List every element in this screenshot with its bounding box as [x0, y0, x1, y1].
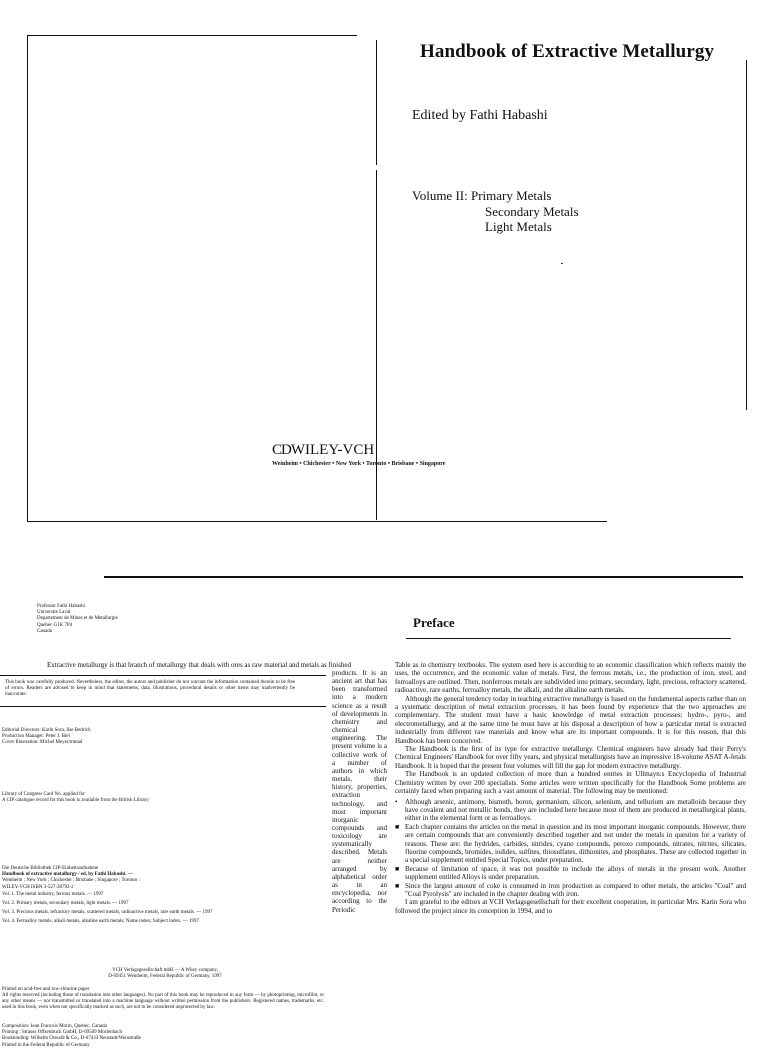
library-line: A CIP catalogue record for this book is available from the British Library: [2, 798, 149, 804]
preface-rule: [406, 638, 731, 639]
bullet-marker: ■: [395, 881, 400, 890]
cip-line: Vol. 1. The metal industry, ferrous metals. — 1997: [2, 891, 104, 897]
bullet-marker: ■: [395, 864, 400, 873]
preface-bullet-item: [395, 823, 746, 865]
publisher-logo-mark: CD: [272, 442, 291, 458]
bottom-page-top-rule: [104, 576, 743, 578]
editor-address: [37, 604, 237, 635]
cip-line: Vol. 3. Precious metals, refractory metals, scattered metals, radioactive metals, rare earth metals. — 1997: [2, 910, 213, 916]
preface-narrow-column: products. It is an ancient art that has been transformed into a modern science as a result of developments in chemistry and chemical engineering. The present volume is a collective work of a number of authors in which metals, their history, properties, extraction technology, and most important inorganic compounds and toxicology are systematically described. Metals are neither arranged by alphabetical order as in an encyclopedia, nor according to the Periodic: [332, 669, 387, 914]
cip-line: Vol. 4. Ferroalloy metals, alkali metals, alkaline earth metals; Name index; Subject index. — 1997: [2, 919, 199, 925]
cip-line: Weinheim ; New York ; Chichester ; Brisbane ; Singapore ; Toronto :: [2, 878, 140, 884]
paper-note: Printed on acid-free and low-chlorine paper: [2, 987, 90, 992]
right-frame-line: [746, 60, 747, 410]
preface-paragraph: Although the general tendency today in teaching extractive metallurgy is based on the fundamental aspects rather than on a systematic description of metal extraction processes, it has been found by experience that the two approaches are complementary. The student must have a basic knowledge of metal extraction processes: hydro-, pyro-, and electrometallurgy, and at the same time he must have at his disposal a description of how a particular metal is extracted industrially from different raw materials and know what are its important compounds. It is for this reason, that this Handbook has been conceived.: [395, 694, 746, 745]
address-line: Professor Fathi Habashi: [37, 604, 86, 609]
book-title: Handbook of Extractive Metallurgy: [420, 41, 715, 62]
preface-bullet-item: [395, 882, 746, 899]
title-page-bottom-rule: [27, 521, 607, 522]
preface-right-column: [395, 661, 746, 915]
production-credits-visible: [2, 1024, 302, 1049]
production-line: Composition: Jean Francois Morin, Quebec, Canada: [2, 1024, 107, 1029]
disclaimer-rule-top: [0, 675, 326, 676]
bullet-text: Each chapter contains the articles on the metal in question and its most important inorganic compounds. However, there are certain compounds that are conveniently described together and not under the metals in question for a variety of reasons. These are: the hydrides, carbides, nitrides, cyano compounds, peroxo compounds, nitrates, nitrites, silicates, fluorine compounds, bromides, iodides, sulfites, thiosulfates, dithionites, and phosphates. These are collected together in a special supplement entitled Special Topics, under preparation.: [405, 822, 746, 865]
book-editor: Edited by Fathi Habashi: [412, 108, 548, 123]
address-line: Canada: [37, 628, 52, 634]
cip-line: Die Deutsche Bibliothek CIP-Einheitsaufnahme: [2, 866, 99, 871]
production-line: Bookbinding: Wilhelm Oswald & Co., D-67433 Neustadt/Weinstraße: [2, 1036, 142, 1042]
preface-bullet-item: [395, 865, 746, 882]
disclaimer-rule-bottom: [0, 706, 326, 707]
preface-bullet-item: [395, 798, 746, 823]
preface-closing: I am grateful to the editors at VCH Verlagsgesellschaft for their excellent cooperation, in particular Mrs. Karin Sora who followed the project since its conception in 1994, and to: [395, 898, 746, 915]
volume-subtitle-secondary: Secondary Metals: [485, 204, 579, 219]
volume-subtitle-light: Light Metals: [485, 219, 552, 234]
disclaimer-text: This book was carefully produced. Nevertheless, the editor, the autors and publisher do not warrant the information contained therein to be free of errors. Readers are advised to keep in mind that statements, data, illustrations, procedural details or other items may inadvertently be inaccurate.: [5, 680, 295, 698]
bullet-text: Because of limitation of space, it was not possible to include the alloys of metals in the present work. Another supplement entitled Alloys is under preparation.: [405, 864, 746, 882]
preface-paragraph: Table as in chemistry textbooks. The system used here is according to an economic classification which reflects mainly the uses, the occurrence, and the economic value of metals. First, the ferrous metals, i.e., the production of iron, steel, and ferroalloys are outlined. Then, nonferrous metals are subdivided into primary, secondary, light, precious, refractory scattered, radioactive, rare earths, ferroalloy metals, the alkali, and the alkaline earth metals.: [395, 661, 746, 695]
cip-line: WILEY-VCH ISBN 3-527-28792-2: [2, 884, 74, 890]
production-line: Printed in the Federal Republic of Germany: [2, 1042, 90, 1048]
cip-record: [2, 866, 328, 926]
library-line: Library of Congress Card No. applied for: [2, 792, 85, 797]
bullet-marker: •: [395, 797, 398, 806]
preface-paragraph: The Handbook is an updated collection of more than a hundred entries in Ullmayn:s Encyclopedia of Industrial Chemistry written by over 200 specialists. Some articles were written specifically for the Handbook Some problems are certainly faced when preparing such a vast amount of material. The following may be mentioned:: [395, 770, 746, 796]
bullet-text: Although arsenic, antimony, bismuth, boron, germanium, silicon, selenium, and tellurium are metalloids because they have covalent and not metallic bonds, they are included here because most of them are produced in metallurgical plants, either in the elemental form or as ferroalloys.: [405, 797, 746, 823]
rights-notice: All rights reserved (including those of translation into other languages). No part of this book may be reproduced in any form — by photoprinting, microfilm, or any other means — nor transmitted or translated into a machine language without written permission from the publishers. Registered names, trademarks, etc. used in this book, even when not specifically marked as such, are not to be considered unprotected by law.: [2, 993, 324, 1011]
copyright-notice: [60, 968, 270, 980]
preface-heading: Preface: [413, 615, 455, 630]
staff-line: Cover Illustration: Michel Meyer/mmad: [2, 740, 83, 746]
address-line: Universite Laval: [37, 610, 71, 616]
left-frame-line: [27, 36, 28, 522]
gutter-line-top: [376, 40, 377, 165]
top-rule: [27, 35, 357, 36]
gutter-line-bottom: [376, 170, 377, 520]
cip-line: Vol. 2. Primary metals, secondary metals, light metals. — 1997: [2, 901, 129, 907]
copyright-line: D-69451 Weinheim, Federal Republic of Germany, 1997: [108, 974, 222, 980]
volume-title: Volume II: Primary Metals: [412, 188, 552, 203]
publisher-cities: Weinheim • Chichester • New York • Toronto • Brisbane • Singapore: [272, 461, 446, 467]
production-line: Printing : Strauss Offsetdruck GmbH, D-69509 Morlenbach: [2, 1030, 123, 1036]
publisher-logo-text: WILEY-VCH: [290, 442, 375, 458]
library-notes: [2, 792, 262, 804]
address-line: Departement de Mines et de Metallurgie: [37, 616, 118, 622]
staff-line: Editorial Directors: Karin Sora, Ilse Bedrich: [2, 728, 91, 733]
editorial-staff: [2, 728, 202, 747]
cip-line: Handbook of extractive metallurgy / ed. by Fathi Habashi. —: [2, 872, 133, 878]
publisher-logo: [272, 442, 374, 459]
bullet-marker: ■: [395, 822, 400, 831]
staff-line: Production Manager: Peter J. Biel: [2, 734, 70, 740]
copyright-line: VCH Verlagsgesellschaft mbH — A Wiley company,: [112, 968, 218, 973]
bullet-text: Since the largest amount of coke is consumed in iron production as compared to other metals, the articles "Coal" and "Coal Pyrolysis" are included in the chapter dealing with iron.: [405, 881, 746, 898]
preface-paragraph: The Handbook is the first of its type for extractive metallurgy. Chemical engineers have already had their Perry's Chemical Engineers' Handbook for over fifty years, and physical metallurgists have an impressive 18-volume ASAT A-fetals Handbook. It is hoped that the present four volumes will fill the gap for modern extractive metallurgy.: [395, 745, 746, 770]
preface-opening-line: Extractive metallurgy is that branch of metallurgy that deals with ores as raw material and metals as finished: [47, 661, 351, 669]
stray-mark: [561, 263, 563, 264]
address-line: Quebec G1K 7P4: [37, 622, 73, 628]
